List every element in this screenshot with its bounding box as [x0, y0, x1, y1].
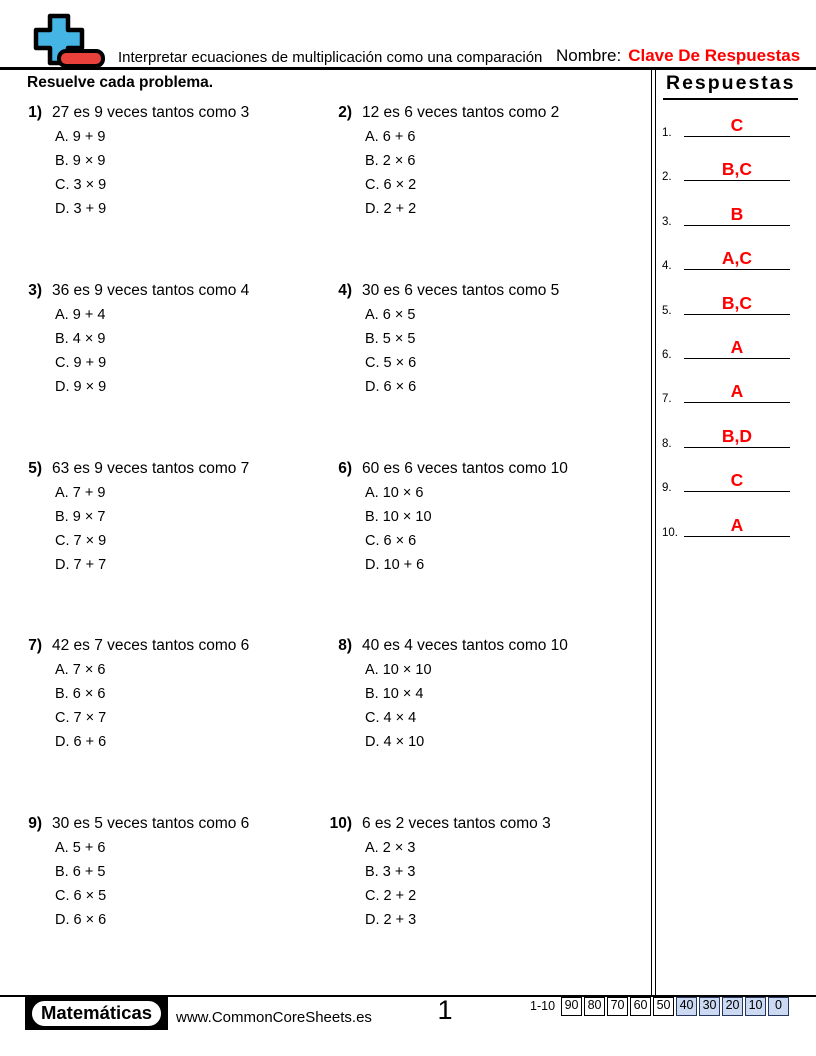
answer-option: B. 9 × 9 [55, 153, 106, 169]
problem-prompt-row [18, 457, 318, 481]
answer-option: B. 10 × 10 [365, 509, 432, 525]
answer-key-label: Clave De Respuestas [628, 46, 801, 65]
problem-prompt: 6 es 2 veces tantos como 3 [362, 815, 551, 832]
problem-number: 3) [28, 282, 42, 299]
score-cell: 50 [653, 997, 674, 1016]
answer-number: 2. [662, 171, 672, 184]
answer-option: D. 10 + 6 [365, 557, 425, 573]
answer-item [659, 100, 793, 140]
score-cell: 20 [722, 997, 743, 1016]
answer-number: 3. [662, 215, 672, 228]
answer-option: C. 7 × 9 [55, 533, 107, 549]
problem-prompt: 12 es 6 veces tantos como 2 [362, 104, 560, 121]
problem-block [18, 634, 318, 754]
score-range-label: 1-10 [530, 999, 556, 1013]
problem-block [328, 812, 628, 932]
answer-option: D. 9 × 9 [55, 379, 107, 395]
option-list [328, 658, 628, 754]
name-label: Nombre: [556, 46, 622, 65]
score-cell: 60 [630, 997, 651, 1016]
website-url: www.CommonCoreSheets.es [176, 1009, 372, 1026]
brand-name: Matemáticas [30, 999, 163, 1028]
problem-block [328, 457, 628, 577]
answer-value: B [730, 203, 744, 224]
score-cell: 70 [607, 997, 628, 1016]
answer-number: 8. [662, 437, 672, 450]
answer-blank-line [684, 381, 790, 403]
problem-block [328, 634, 628, 754]
answer-option: D. 3 + 9 [55, 201, 107, 217]
answer-option: B. 5 × 5 [365, 331, 416, 347]
answer-option: B. 6 × 6 [55, 686, 106, 702]
option-list [328, 836, 628, 932]
answer-item [659, 278, 793, 318]
answer-item [659, 322, 793, 362]
answer-option: C. 6 × 5 [55, 888, 107, 904]
answer-option: D. 4 × 10 [365, 734, 425, 750]
answer-value: C [730, 115, 744, 135]
plus-minus-logo-icon [28, 12, 108, 70]
option-list [18, 481, 318, 577]
answer-number: 10. [662, 526, 678, 539]
answer-value: A [730, 514, 744, 535]
score-table [530, 997, 789, 1016]
answer-blank-line [684, 248, 790, 270]
problem-prompt-row [18, 279, 318, 303]
problem-number: 7) [28, 637, 42, 654]
score-cells [559, 997, 789, 1016]
answer-option: C. 9 + 9 [55, 355, 107, 371]
score-cell: 10 [745, 997, 766, 1016]
problem-number: 10) [329, 815, 352, 832]
problem-prompt-row [328, 279, 628, 303]
answer-item [659, 233, 793, 273]
instructions-text: Resuelve cada problema. [27, 74, 214, 91]
answer-option: D. 7 + 7 [55, 557, 107, 573]
answer-option: B. 3 + 3 [365, 864, 416, 880]
answer-number: 4. [662, 260, 672, 273]
problem-number: 5) [28, 460, 42, 477]
answer-option: A. 6 + 6 [365, 129, 416, 145]
answer-option: A. 10 × 10 [365, 662, 432, 678]
option-list [18, 658, 318, 754]
answer-number: 6. [662, 349, 672, 361]
option-list [328, 125, 628, 221]
problem-number: 9) [28, 815, 42, 832]
answer-number: 5. [662, 304, 672, 317]
score-cell: 40 [676, 997, 697, 1016]
problem-number: 4) [338, 282, 352, 299]
answer-item [659, 189, 793, 229]
answer-option: B. 6 + 5 [55, 864, 106, 880]
answer-option: D. 2 + 3 [365, 912, 417, 928]
answer-option: B. 9 × 7 [55, 509, 106, 525]
answer-option: A. 7 × 6 [55, 662, 106, 678]
answer-option: C. 2 + 2 [365, 888, 417, 904]
problem-prompt-row [328, 812, 628, 836]
answer-value: A,C [721, 248, 753, 269]
answer-option: A. 7 + 9 [55, 485, 106, 501]
answer-item [659, 455, 793, 495]
score-cell: 30 [699, 997, 720, 1016]
answer-value: C [730, 470, 744, 491]
answer-blank-line [684, 337, 790, 359]
answer-option: D. 2 + 2 [365, 201, 417, 217]
problem-prompt: 27 es 9 veces tantos como 3 [52, 104, 250, 121]
score-cell: 80 [584, 997, 605, 1016]
answer-blank-line [684, 204, 790, 226]
answer-option: C. 7 × 7 [55, 710, 107, 726]
answer-option: A. 2 × 3 [365, 840, 416, 856]
problem-prompt-row [328, 457, 628, 481]
problem-prompt-row [328, 634, 628, 658]
problem-prompt-row [328, 101, 628, 125]
problem-prompt-row [18, 634, 318, 658]
problem-number: 2) [338, 104, 352, 121]
option-list [328, 481, 628, 577]
problem-prompt-row [18, 812, 318, 836]
answer-option: C. 6 × 6 [365, 533, 417, 549]
score-cell: 0 [768, 997, 789, 1016]
answer-option: A. 10 × 6 [365, 485, 424, 501]
answer-option: D. 6 + 6 [55, 734, 107, 750]
answer-option: A. 9 + 9 [55, 129, 106, 145]
problem-number: 1) [28, 104, 42, 121]
option-list [328, 303, 628, 399]
problem-prompt: 63 es 9 veces tantos como 7 [52, 460, 250, 477]
answer-value: B,C [721, 159, 753, 180]
answer-option: A. 9 + 4 [55, 307, 106, 323]
answer-blank-line [684, 115, 790, 137]
answer-blank-line [684, 426, 790, 448]
problem-prompt: 40 es 4 veces tantos como 10 [362, 637, 568, 654]
option-list [18, 303, 318, 399]
answers-title: Respuestas [663, 72, 798, 100]
answer-value: B,C [721, 292, 753, 313]
option-list [18, 836, 318, 932]
option-list [18, 125, 318, 221]
answer-item [659, 500, 793, 540]
answer-option: D. 6 × 6 [365, 379, 417, 395]
brand-badge [25, 997, 168, 1030]
answer-option: C. 6 × 2 [365, 177, 417, 193]
header-divider [0, 67, 816, 70]
answer-number: 7. [662, 393, 672, 406]
problem-block [18, 279, 318, 399]
answer-blank-line [684, 515, 790, 537]
problem-block [18, 101, 318, 221]
answer-item [659, 411, 793, 451]
answers-divider-line [651, 70, 656, 995]
problem-prompt: 42 es 7 veces tantos como 6 [52, 637, 250, 654]
answer-value: B,D [721, 425, 753, 446]
problem-prompt: 36 es 9 veces tantos como 4 [52, 282, 250, 299]
problem-prompt: 60 es 6 veces tantos como 10 [362, 460, 568, 477]
answer-option: A. 5 + 6 [55, 840, 106, 856]
answer-option: B. 10 × 4 [365, 686, 424, 702]
problem-block [18, 812, 318, 932]
problem-block [18, 457, 318, 577]
answer-option: B. 4 × 9 [55, 331, 106, 347]
answer-value: A [730, 381, 744, 402]
name-row [556, 46, 800, 66]
answer-option: D. 6 × 6 [55, 912, 107, 928]
problem-number: 8) [338, 637, 352, 654]
problem-block [328, 279, 628, 399]
page-number: 1 [437, 995, 453, 1025]
answer-option: B. 2 × 6 [365, 153, 416, 169]
answer-option: C. 4 × 4 [365, 710, 417, 726]
answer-option: C. 3 × 9 [55, 177, 107, 193]
score-cell: 90 [561, 997, 582, 1016]
answer-option: A. 6 × 5 [365, 307, 416, 323]
problem-number: 6) [338, 460, 352, 477]
answer-option: C. 5 × 6 [365, 355, 417, 371]
worksheet-title: Interpretar ecuaciones de multiplicación como una comparación [118, 49, 543, 66]
answer-value: A [730, 337, 744, 357]
problem-prompt: 30 es 5 veces tantos como 6 [52, 815, 250, 832]
answer-number: 9. [662, 482, 672, 495]
problem-prompt: 30 es 6 veces tantos como 5 [362, 282, 560, 299]
answer-item [659, 366, 793, 406]
answer-blank-line [684, 293, 790, 315]
answer-item [659, 144, 793, 184]
answer-blank-line [684, 159, 790, 181]
answer-blank-line [684, 470, 790, 492]
problem-prompt-row [18, 101, 318, 125]
answer-number: 1. [662, 127, 672, 139]
problem-block [328, 101, 628, 221]
